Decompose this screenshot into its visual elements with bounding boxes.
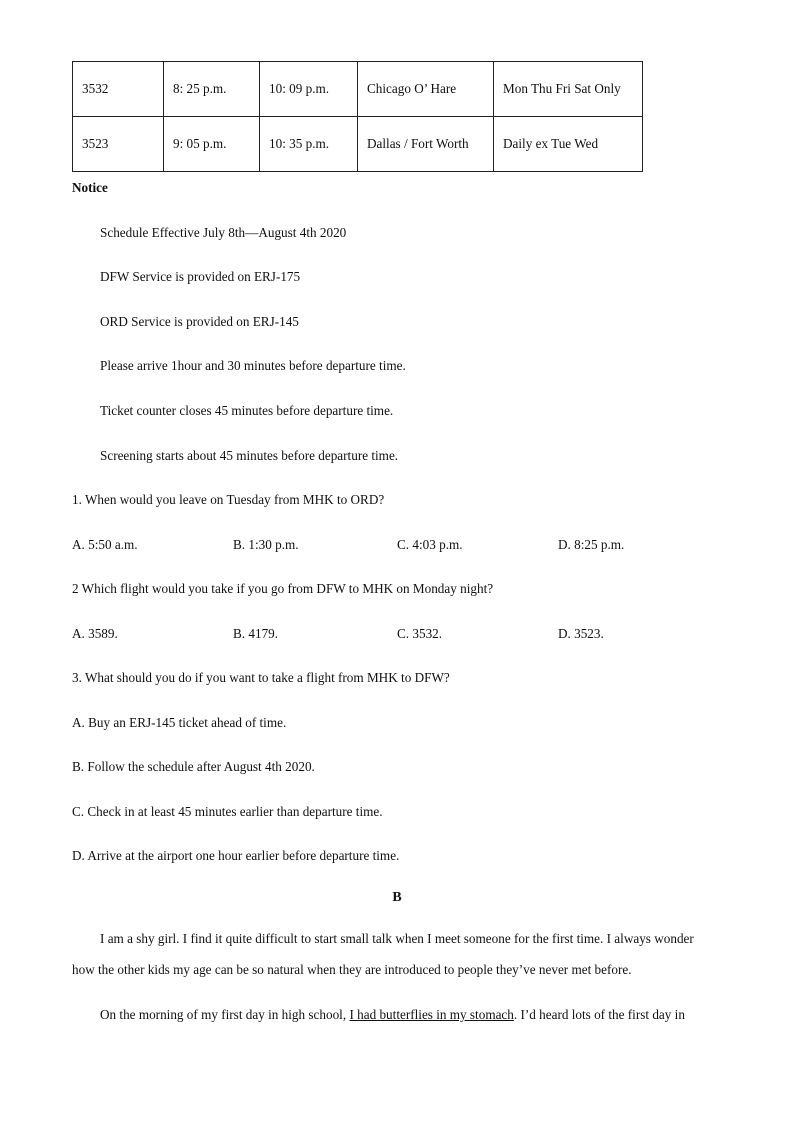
question-3-option-a: A. Buy an ERJ-145 ticket ahead of time.: [72, 715, 287, 730]
paragraph-2-text-before: On the morning of my first day in high school,: [100, 1007, 350, 1022]
question-2-option-c: C. 3532.: [397, 626, 443, 641]
table-row: [73, 62, 643, 117]
days-cell: Mon Thu Fri Sat Only: [494, 62, 643, 117]
days-cell: Daily ex Tue Wed: [494, 117, 643, 172]
underlined-phrase: I had butterflies in my stomach: [349, 1007, 514, 1022]
paragraph-2-line-1: [100, 1007, 724, 1023]
question-1-option-a: A. 5:50 a.m.: [72, 537, 138, 552]
notice-heading: Notice: [72, 180, 108, 195]
notice-line: ORD Service is provided on ERJ-145: [100, 314, 299, 329]
question-1-option-b: B. 1:30 p.m.: [233, 537, 299, 552]
notice-line: Schedule Effective July 8th—August 4th 2020: [100, 225, 347, 240]
paragraph-1-line-2: how the other kids my age can be so natural when they are introduced to people they’ve never met before.: [72, 962, 632, 977]
section-b-title: B: [392, 890, 402, 905]
question-1-option-c: C. 4:03 p.m.: [397, 537, 463, 552]
paragraph-2-text-after: . I’d heard lots of the first day in: [513, 1007, 685, 1022]
destination-cell: Dallas / Fort Worth: [358, 117, 494, 172]
table-row: [73, 117, 643, 172]
departure-time-cell: 8: 25 p.m.: [164, 62, 260, 117]
flight-number-cell: 3523: [73, 117, 164, 172]
question-2-option-b: B. 4179.: [233, 626, 279, 641]
notice-line: DFW Service is provided on ERJ-175: [100, 269, 301, 284]
question-2-stem: 2 Which flight would you take if you go from DFW to MHK on Monday night?: [72, 581, 494, 596]
notice-line: Screening starts about 45 minutes before departure time.: [100, 448, 399, 463]
question-3-option-b: B. Follow the schedule after August 4th 2020.: [72, 759, 315, 774]
question-3-stem: 3. What should you do if you want to take a flight from MHK to DFW?: [72, 670, 450, 685]
question-3-option-d: D. Arrive at the airport one hour earlier before departure time.: [72, 848, 400, 863]
arrival-time-cell: 10: 35 p.m.: [260, 117, 358, 172]
notice-line: Ticket counter closes 45 minutes before departure time.: [100, 403, 394, 418]
flight-schedule-table: [72, 61, 643, 172]
question-2-option-a: A. 3589.: [72, 626, 118, 641]
departure-time-cell: 9: 05 p.m.: [164, 117, 260, 172]
question-1-option-d: D. 8:25 p.m.: [558, 537, 625, 552]
question-1-stem: 1. When would you leave on Tuesday from MHK to ORD?: [72, 492, 385, 507]
question-3-option-c: C. Check in at least 45 minutes earlier than departure time.: [72, 804, 383, 819]
arrival-time-cell: 10: 09 p.m.: [260, 62, 358, 117]
notice-line: Please arrive 1hour and 30 minutes before departure time.: [100, 358, 406, 373]
destination-cell: Chicago O’ Hare: [358, 62, 494, 117]
question-2-option-d: D. 3523.: [558, 626, 604, 641]
flight-number-cell: 3532: [73, 62, 164, 117]
paragraph-1-line-1: I am a shy girl. I find it quite difficult to start small talk when I meet someone for the first time. I always wonder: [100, 931, 694, 946]
